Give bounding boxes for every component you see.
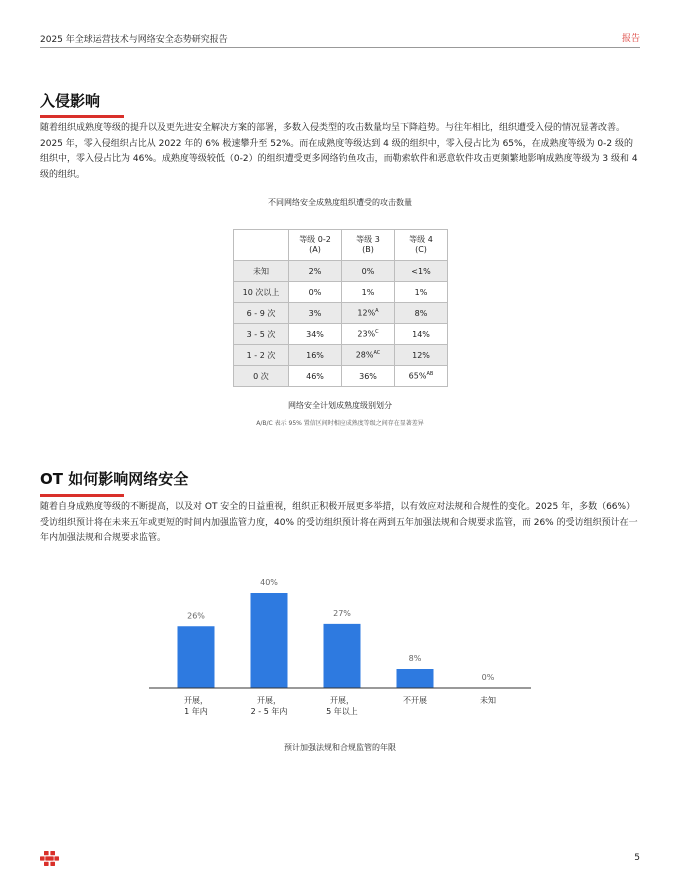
page-number: 5 [634, 853, 640, 863]
bar-value-label: 8% [408, 654, 422, 663]
category-tick-label: 开展， [184, 696, 208, 705]
column-header-label: 等级 0-2 [299, 235, 331, 244]
significance-note: A/B/C 表示 95% 置信区间时相应成熟度等级之间存在显著差异 [256, 420, 424, 427]
significance-marker: AB [426, 371, 434, 378]
column-header-label: 等级 3 [356, 235, 380, 244]
table-row [234, 345, 448, 366]
cell-value: 12% [412, 350, 430, 360]
category-tick-label: 5 年以上 [326, 707, 358, 716]
row-label: 10 次以上 [234, 282, 289, 303]
category-tick-label: 开展， [257, 696, 281, 705]
maturity-table [233, 229, 448, 387]
table-cell [395, 261, 448, 282]
table-cell [342, 282, 395, 303]
cell-value: 23% [357, 329, 376, 339]
bar-value-label: 27% [333, 608, 351, 618]
table-cell [395, 324, 448, 345]
table-cell [289, 324, 342, 345]
bar [324, 624, 361, 688]
cell-value: 65% [408, 371, 427, 381]
bar [397, 669, 434, 688]
column-header-code: (A) [309, 245, 321, 254]
cell-value: <1% [411, 266, 431, 276]
ot-paragraph: 随着自身成熟度等级的不断提高，以及对 OT 安全的日益重视，组织正积极开展更多举措，以有效应对法规和合规性的变化。2025 年，多数（66%）受访组织预计将在未来五年或更短的时间内加强监管力度，40% 的受访组织预计将在两到五年加强法规和合规要求监管，而 26% 的受访组织预计在一年内加强法规和合规要求监管。 [40, 502, 638, 543]
heading-underline [40, 115, 124, 118]
cell-value: 16% [306, 350, 324, 360]
column-header-code: (C) [415, 245, 427, 254]
table-row [234, 261, 448, 282]
cell-value: 2% [308, 266, 322, 276]
cell-value: 1% [361, 287, 375, 297]
table-cell [342, 324, 395, 345]
significance-marker: C [375, 329, 379, 336]
table-cell [395, 345, 448, 366]
cell-value: 36% [359, 371, 377, 381]
table-corner-cell [234, 230, 289, 261]
page-header [40, 32, 640, 48]
table-cell [395, 282, 448, 303]
fortinet-logo-icon [40, 851, 59, 866]
intrusion-paragraph: 随着组织成熟度等级的提升以及更先进安全解决方案的部署，多数入侵类型的攻击数量均呈下降趋势。与往年相比，组织遭受入侵的情况显著改善。2025 年，零入侵组织占比从 2022 年的 6% 极速攀升至 52%。而在成熟度等级达到 4 级的组织中，零入侵占比为 65%，在成熟度等级为 0-2 级的组织中，零入侵占比为 46%。成熟度等级较低（0-2）的组织遭受更多网络钓鱼攻击，而勒索软件和恶意软件攻击更频繁地影响成熟度等级为 3 级和 4 级的组织。 [40, 123, 638, 180]
table-cell [342, 345, 395, 366]
row-label: 0 次 [234, 366, 289, 387]
heading-underline [40, 494, 124, 497]
table-cell [289, 345, 342, 366]
section-heading-intrusion: 入侵影响 [40, 92, 101, 110]
cell-value: 8% [414, 308, 428, 318]
bar-value-label: 40% [260, 578, 278, 587]
table-cell [289, 366, 342, 387]
column-header-code: (B) [362, 245, 374, 254]
bar [251, 593, 288, 688]
cell-value: 1% [414, 287, 428, 297]
column-header [289, 230, 342, 261]
table-cell [342, 366, 395, 387]
category-tick-label: 1 年内 [184, 707, 208, 716]
cell-value: 46% [306, 371, 324, 381]
category-tick-label: 不开展 [403, 696, 427, 705]
row-label: 未知 [234, 261, 289, 282]
table-row [234, 303, 448, 324]
table-title: 不同网络安全成熟度组织遭受的攻击数量 [268, 198, 412, 207]
x-axis-label: 预计加强法规和合规监管的年限 [284, 743, 396, 752]
cell-value: 28% [355, 350, 374, 360]
regulation-timeline-chart [0, 560, 680, 760]
cell-value: 3% [308, 308, 322, 318]
report-tag[interactable]: 报告 [621, 34, 640, 44]
significance-marker: AC [373, 350, 381, 357]
table-cell [289, 261, 342, 282]
cell-value: 0% [308, 287, 322, 297]
table-cell [342, 261, 395, 282]
category-tick-label: 未知 [480, 696, 496, 705]
column-header [342, 230, 395, 261]
table-cell [289, 303, 342, 324]
category-tick-label: 2 - 5 年内 [250, 707, 288, 716]
table-row [234, 366, 448, 387]
cell-value: 12% [357, 308, 376, 318]
report-title: 2025 年全球运营技术与网络安全态势研究报告 [40, 35, 228, 45]
section-heading-ot: OT 如何影响网络安全 [40, 470, 189, 488]
bar [178, 626, 215, 688]
table-row [234, 282, 448, 303]
cell-value: 34% [306, 329, 324, 339]
cell-value: 0% [361, 266, 375, 276]
column-header-label: 等级 4 [409, 235, 433, 244]
table-cell [342, 303, 395, 324]
table-cell [395, 303, 448, 324]
table-row [234, 324, 448, 345]
table-caption: 网络安全计划成熟度级别划分 [288, 401, 392, 410]
bar-value-label: 0% [481, 673, 495, 682]
significance-marker: A [375, 308, 379, 315]
category-tick-label: 开展， [330, 696, 354, 705]
column-header [395, 230, 448, 261]
row-label: 3 - 5 次 [234, 324, 289, 345]
cell-value: 14% [412, 329, 430, 339]
table-cell [395, 366, 448, 387]
bar-value-label: 26% [187, 611, 205, 621]
row-label: 6 - 9 次 [234, 303, 289, 324]
row-label: 1 - 2 次 [234, 345, 289, 366]
table-cell [289, 282, 342, 303]
